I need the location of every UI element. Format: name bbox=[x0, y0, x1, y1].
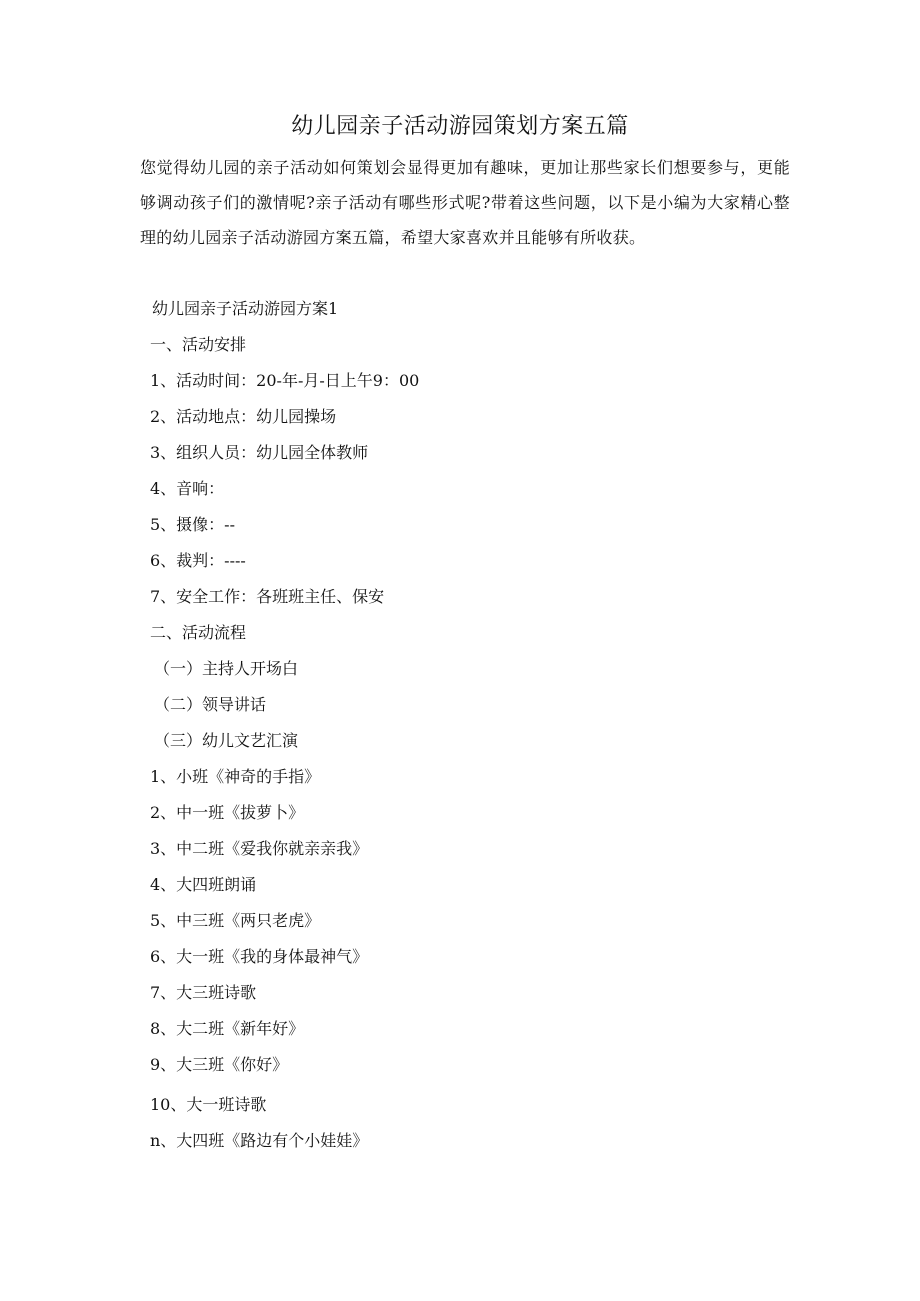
list-item: 3、组织人员：幼儿园全体教师 bbox=[150, 443, 369, 462]
subheading: （三）幼儿文艺汇演 bbox=[154, 731, 299, 750]
subheading: （二）领导讲话 bbox=[154, 695, 267, 714]
section-title: 幼儿园亲子活动游园方案1 bbox=[152, 299, 339, 318]
list-item: 5、摄像：-- bbox=[150, 515, 235, 534]
list-item: 7、大三班诗歌 bbox=[150, 983, 257, 1002]
document-title: 幼儿园亲子活动游园策划方案五篇 bbox=[291, 114, 629, 139]
list-item: 6、裁判：---- bbox=[150, 551, 246, 570]
list-item: 3、中二班《爱我你就亲亲我》 bbox=[150, 839, 369, 858]
list-item: 1、小班《神奇的手指》 bbox=[150, 767, 321, 786]
heading-activity-process: 二、活动流程 bbox=[150, 623, 247, 642]
list-item: 2、中一班《拔萝卜》 bbox=[150, 803, 305, 822]
list-item: 8、大二班《新年好》 bbox=[150, 1019, 305, 1038]
list-item: 10、大一班诗歌 bbox=[150, 1095, 267, 1114]
list-item: 4、音响： bbox=[150, 479, 225, 498]
content-lines bbox=[150, 332, 790, 1164]
list-item: 7、安全工作：各班班主任、保安 bbox=[150, 587, 385, 606]
list-item: 6、大一班《我的身体最神气》 bbox=[150, 947, 369, 966]
list-item: 1、活动时间：20-年-月-日上午9：00 bbox=[150, 371, 420, 390]
list-item: 4、大四班朗诵 bbox=[150, 875, 257, 894]
heading-activity-arrangement: 一、活动安排 bbox=[150, 335, 247, 354]
list-item: 5、中三班《两只老虎》 bbox=[150, 911, 321, 930]
subheading: （一）主持人开场白 bbox=[154, 659, 299, 678]
list-item: n、大四班《路边有个小娃娃》 bbox=[150, 1131, 369, 1150]
list-item: 2、活动地点：幼儿园操场 bbox=[150, 407, 337, 426]
list-item: 9、大三班《你好》 bbox=[150, 1055, 289, 1074]
intro-paragraph: 您觉得幼儿园的亲子活动如何策划会显得更加有趣味，更加让那些家长们想要参与，更能够调动孩子们的激情呢?亲子活动有哪些形式呢?带着这些问题，以下是小编为大家精心整理的幼儿园亲子活动游园方案五篇，希望大家喜欢并且能够有所收获。 bbox=[140, 158, 790, 247]
